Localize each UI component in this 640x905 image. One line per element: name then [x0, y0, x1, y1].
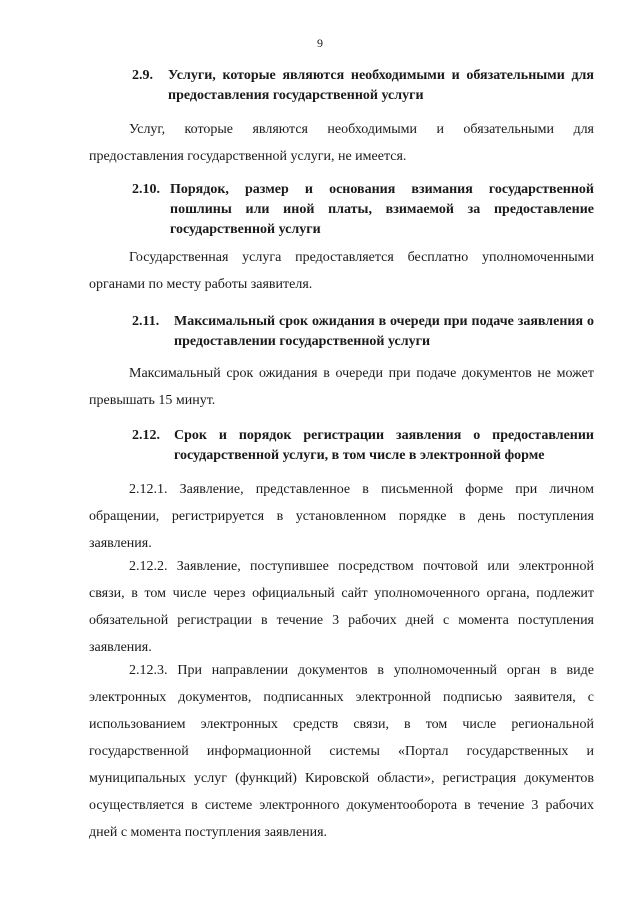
- section-number: 2.12.: [132, 428, 160, 443]
- section-title: Порядок, размер и основания взимания государственной пошлины или иной платы, взимаемой за предоставление государственной услуги: [170, 182, 594, 237]
- paragraph: Услуг, которые являются необходимыми и обязательными для предоставления государственной услуги, не имеется.: [89, 122, 594, 164]
- section-title: Максимальный срок ожидания в очереди при подаче заявления о предоставлении государственной услуги: [174, 314, 594, 349]
- page-number: 9: [317, 36, 323, 50]
- section-number: 2.9.: [132, 68, 153, 83]
- section-title: Срок и порядок регистрации заявления о предоставлении государственной услуги, в том числе в электронной форме: [174, 428, 594, 463]
- section-title: Услуги, которые являются необходимыми и обязательными для предоставления государственной услуги: [168, 68, 594, 103]
- paragraph-2-12-2: 2.12.2. Заявление, поступившее посредством почтовой или электронной связи, в том числе через официальный сайт уполномоченного органа, подлежит обязательной регистрации в течение 3 рабочих дней с момента поступления заявления.: [89, 559, 594, 655]
- paragraph-2-12-1: 2.12.1. Заявление, представленное в письменной форме при личном обращении, регистрируется в установленном порядке в день поступления заявления.: [89, 482, 594, 551]
- section-heading-2-11: [132, 312, 594, 352]
- section-number: 2.11.: [132, 314, 160, 329]
- paragraph: Максимальный срок ожидания в очереди при подаче документов не может превышать 15 минут.: [89, 366, 594, 408]
- section-heading-2-9: [132, 66, 594, 106]
- paragraph-2-12-3: 2.12.3. При направлении документов в уполномоченный орган в виде электронных документов, подписанных электронной подписью заявителя, с использованием электронных средств связи, в том числе региональной государственной информационной системы «Портал государственных и муниципальных услуг (функций) Кировской области», регистрация документов осуществляется в системе электронного документооборота в течение 3 рабочих дней с момента поступления заявления.: [89, 663, 594, 840]
- paragraph: Государственная услуга предоставляется бесплатно уполномоченными органами по месту работы заявителя.: [89, 250, 594, 292]
- section-heading-2-12: [132, 426, 594, 466]
- section-number: 2.10.: [132, 182, 160, 197]
- section-heading-2-10: [132, 180, 594, 240]
